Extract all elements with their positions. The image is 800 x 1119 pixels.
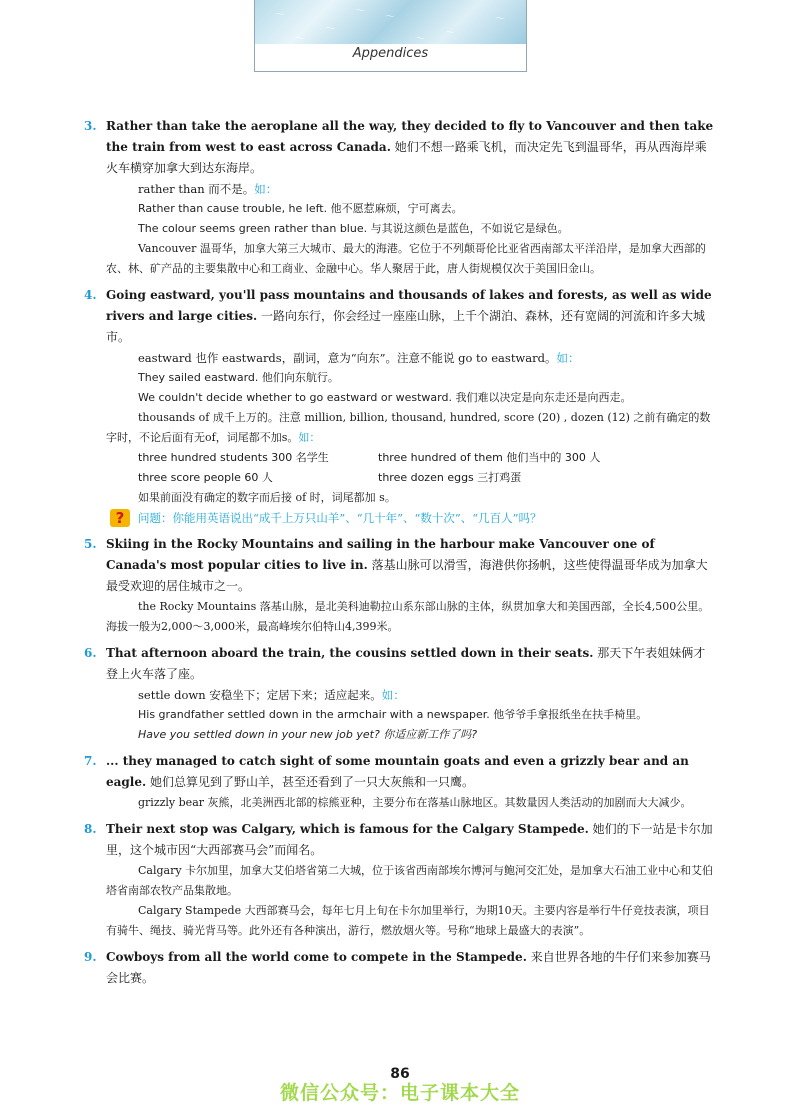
explanation-text: settle down 安稳坐下；定居下来；适应起来。 bbox=[138, 688, 382, 702]
item-number: 5. bbox=[84, 537, 97, 551]
question-text: 问题：你能用英语说出“成千上万只山羊”、“几十年”、“数十次”、“几百人”吗？ bbox=[138, 511, 542, 525]
lead-english: That afternoon aboard the train, the cousins settled down in their seats. bbox=[106, 646, 594, 660]
question-box bbox=[84, 508, 714, 528]
item-lead bbox=[84, 819, 714, 861]
example-left: three score people 60 人 bbox=[138, 471, 273, 484]
explanation bbox=[84, 685, 714, 705]
explanation bbox=[84, 408, 714, 448]
lead-english: Going eastward, you'll pass mountains and thousands of lakes and forests, as well as wide rivers and large cities. bbox=[106, 288, 712, 323]
note-item-3 bbox=[84, 116, 714, 279]
example: They sailed eastward. 他们向东航行。 bbox=[138, 371, 339, 384]
explanation-text: rather than 而不是。 bbox=[138, 182, 255, 196]
page-header bbox=[254, 0, 527, 72]
page-number: 86 bbox=[390, 1066, 410, 1082]
lead-chinese: 她们总算见到了野山羊，甚至还看到了一只大灰熊和一只鹰。 bbox=[150, 775, 475, 789]
example-marker: 如： bbox=[254, 182, 278, 196]
example-right: three dozen eggs 三打鸡蛋 bbox=[378, 471, 522, 484]
item-lead bbox=[84, 751, 714, 793]
question-icon: ? bbox=[110, 509, 130, 527]
lead-english: ... they managed to catch sight of some mountain goats and even a grizzly bear and an eagle. bbox=[106, 754, 689, 789]
lead-chinese: 她们的下一站是卡尔加里，这个城市因“大西部赛马会”而闻名。 bbox=[106, 822, 713, 857]
item-number: 4. bbox=[84, 288, 97, 302]
example: We couldn't decide whether to go eastward or westward. 我们难以决定是向东走还是向西走。 bbox=[138, 391, 632, 404]
lead-chinese: 落基山脉可以滑雪，海港供你扬帆，这些使得温哥华成为加拿大最受欢迎的居住城市之一。 bbox=[106, 558, 708, 593]
lead-english: Cowboys from all the world come to compete in the Stampede. bbox=[106, 950, 527, 964]
item-number: 7. bbox=[84, 754, 97, 768]
note-item-7 bbox=[84, 751, 714, 813]
explanation-text: eastward 也作 eastwards，副词，意为“向东”。注意不能说 go to eastward。 bbox=[138, 351, 557, 365]
lead-english: Rather than take the aeroplane all the way, they decided to fly to Vancouver and then take the train from west to east across Canada. bbox=[106, 119, 714, 154]
lead-chinese: 她们不想一路乘飞机，而决定先飞到温哥华，再从西海岸乘火车横穿加拿大到达东海岸。 bbox=[106, 140, 707, 175]
background-note: Calgary 卡尔加里，加拿大艾伯塔省第二大城，位于该省西南部埃尔博河与鲍河交汇处，是加拿大石油工业中心和艾伯塔省南部农牧产品集散地。 bbox=[106, 864, 714, 897]
header-decoration: ～ ～ ～ ～ ～ ～ ～ ～ bbox=[255, 0, 526, 44]
example-pair bbox=[84, 468, 714, 488]
lead-chinese: 来自世界各地的牛仔们来参加赛马会比赛。 bbox=[106, 950, 711, 985]
note-item-5 bbox=[84, 534, 714, 637]
note-item-6 bbox=[84, 643, 714, 745]
item-lead bbox=[84, 285, 714, 348]
item-number: 9. bbox=[84, 950, 97, 964]
item-lead bbox=[84, 534, 714, 597]
background-note: grizzly bear 灰熊，北美洲西北部的棕熊亚种，主要分布在落基山脉地区。其数量因人类活动的加剧而大大减少。 bbox=[138, 796, 692, 809]
example-pair bbox=[84, 448, 714, 468]
note-item-9 bbox=[84, 947, 714, 989]
lead-chinese: 一路向东行，你会经过一座座山脉，上千个湖泊、森林，还有宽阔的河流和许多大城市。 bbox=[106, 309, 706, 344]
item-lead bbox=[84, 947, 714, 989]
item-lead bbox=[84, 643, 714, 685]
example: Have you settled down in your new job yet? 你适应新工作了吗? bbox=[138, 728, 478, 741]
explanation-text: thousands of 成千上万的。注意 million, billion, thousand, hundred, score (20) , dozen (12) 之前有确定的数字时，不论后面有无of，词尾都不加s。 bbox=[106, 411, 711, 444]
rule-note: 如果前面没有确定的数字而后接 of 时，词尾都加 s。 bbox=[138, 491, 396, 504]
example-marker: 如： bbox=[556, 351, 580, 365]
background-note: the Rocky Mountains 落基山脉，是北美科迪勒拉山系东部山脉的主体，纵贯加拿大和美国西部，全长4,500公里。海拔一般为2,000～3,000米，最高峰埃尔伯特山4,399米。 bbox=[106, 600, 710, 633]
explanation bbox=[84, 179, 714, 199]
note-item-8 bbox=[84, 819, 714, 941]
notes-list bbox=[84, 116, 714, 995]
item-number: 6. bbox=[84, 646, 97, 660]
header-title: Appendices bbox=[352, 46, 429, 61]
background-note: Calgary Stampede 大西部赛马会，每年七月上旬在卡尔加里举行，为期10天。主要内容是举行牛仔竞技表演，项目有骑牛、绳技、骑光背马等。此外还有各种演出，游行，燃放烟火等。号称“地球上最盛大的表演”。 bbox=[106, 904, 710, 937]
lead-chinese: 那天下午表姐妹俩才登上火车落了座。 bbox=[106, 646, 706, 681]
lead-english: Skiing in the Rocky Mountains and sailing in the harbour make Vancouver one of Canada's most popular cities to live in. bbox=[106, 537, 655, 572]
explanation bbox=[84, 348, 714, 368]
background-note: Vancouver 温哥华，加拿大第三大城市、最大的海港。它位于不列颠哥伦比亚省西南部太平洋沿岸，是加拿大西部的农、林、矿产品的主要集散中心和工商业、金融中心。华人聚居于此，唐人街规模仅次于美国旧金山。 bbox=[106, 242, 706, 275]
item-number: 3. bbox=[84, 119, 97, 133]
example-marker: 如： bbox=[381, 688, 405, 702]
note-item-4 bbox=[84, 285, 714, 528]
example-marker: 如： bbox=[298, 431, 321, 444]
footer-brand: 微信公众号：电子课本大全 bbox=[279, 1082, 520, 1104]
lead-english: Their next stop was Calgary, which is famous for the Calgary Stampede. bbox=[106, 822, 589, 836]
example: His grandfather settled down in the armchair with a newspaper. 他爷爷手拿报纸坐在扶手椅里。 bbox=[138, 708, 648, 721]
example-right: three hundred of them 他们当中的 300 人 bbox=[378, 451, 601, 464]
example: Rather than cause trouble, he left. 他不愿惹麻烦，宁可离去。 bbox=[138, 202, 463, 215]
item-lead bbox=[84, 116, 714, 179]
example-left: three hundred students 300 名学生 bbox=[138, 451, 329, 464]
item-number: 8. bbox=[84, 822, 97, 836]
example: The colour seems green rather than blue. 与其说这颜色是蓝色，不如说它是绿色。 bbox=[138, 222, 569, 235]
